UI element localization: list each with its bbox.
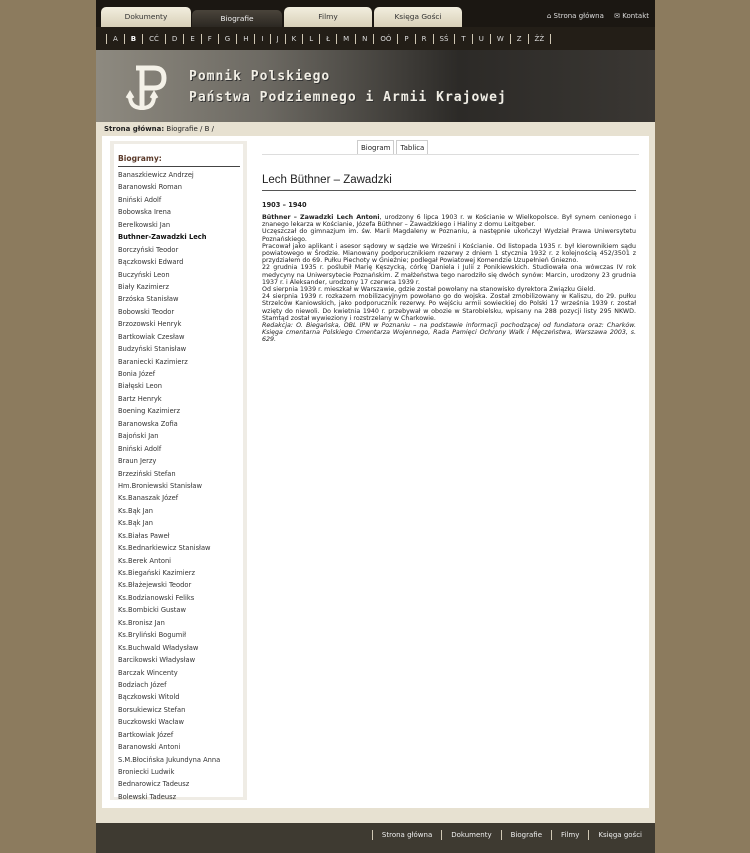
home-icon: ⌂ [546,12,552,20]
envelope-icon: ✉ [614,12,620,20]
biography-list-item[interactable]: Ks.Bednarkiewicz Stanisław [118,544,211,553]
life-dates: 1903 – 1940 [262,201,307,209]
biography-list-item[interactable]: Budzyński Stanisław [118,345,187,354]
bio-paragraph: Od sierpnia 1939 r. mieszkał w Warszawie, gdzie został powołany na stanowisko dyrektora Związku Gield. [262,286,596,294]
top-links [539,12,649,20]
bio-name: Büthner – Zawadzki Lech Antoni [262,214,380,221]
footer [96,823,655,853]
tab-tablica[interactable]: Tablica [396,140,428,155]
breadcrumb [104,125,214,133]
alphabet-letter[interactable]: N [355,34,373,44]
biography-list-item[interactable]: Broniecki Ludwik [118,768,175,776]
footer-link[interactable]: Biografie [501,830,551,840]
biography-list-item[interactable]: Barcikowski Władysław [118,656,196,665]
biography-list-item[interactable]: Borczyński Teodor [118,245,179,254]
home-link[interactable]: ⌂ Strona główna [546,12,604,20]
alphabet-letter[interactable]: ŹŻ [528,34,551,44]
biography-list-item[interactable]: Bniński Adolf [118,195,162,204]
biography-list-item[interactable]: Bednarowicz Tadeusz [118,780,190,789]
alphabet-letter[interactable]: R [415,34,433,44]
footer-link[interactable]: Filmy [551,830,588,840]
page-title: Lech Büthner – Zawadzki [262,174,392,186]
biography-text [262,214,636,344]
biography-list-item[interactable]: Ks.Bryliński Bogumił [118,631,187,640]
bio-paragraph: 24 sierpnia 1939 r. rozkazem mobilizacyjnym powołano go do wojska. Został zmobilizowany w Kaliszu, do 29. pułku Strzelców Kaniowskich, jako podporucznik rezerwy. Po wejściu armii sowieckiej do Polski 17 września 1939 r. został wzięty do niewoli. Do kwietnia 1940 r. przebywał w obozie w Starobielsku, wpisany na 288 pozycji listy 295 NKWD. Stamtąd został wywieziony i rozstrzelany w Charkowie. [262,293,636,322]
bio-paragraph: 22 grudnia 1935 r. poślubił Marię Kęszycką, córkę Daniela i Julii z Ponikiewskich. Studiowała ona wówczas IV rok medycyny na Uniwersytecie Poznańskim. Z małżeństwa tego narodziło się dwóch synów: Marcin, urodzony 23 grudnia 1937 r. i Aleksander, urodzony 17 czerwca 1939 r. [262,264,636,286]
biography-list-item[interactable]: Ks.Błażejewski Teodor [118,581,192,590]
tabs-divider [262,154,639,155]
alphabet-letter[interactable]: OÓ [373,34,397,44]
biography-list-item[interactable]: Ks.Buchwald Władysław [118,643,199,652]
footer-links [372,830,651,840]
biography-list-item[interactable]: Baranowski Antoni [118,743,181,752]
biography-list-item[interactable]: Ks.Bronisz Jan [118,618,165,627]
biography-list-item[interactable]: Brzozowski Henryk [118,320,182,329]
biography-list-item[interactable]: Bączkowski Edward [118,258,184,267]
biography-list-item[interactable]: Ks.Bąk Jan [118,519,153,528]
biography-list-item[interactable]: Baraniecki Kazimierz [118,357,188,366]
biography-list-item[interactable]: Bartkowiak Czesław [118,332,185,341]
bio-paragraph: Pracował jako aplikant i asesor sądowy w sądzie we Wrześni i Kościanie. Od listopada 1935 r. był kierownikiem sądu powiatowego w Środzie. Mianowany podporucznikiem rezerwy z dniem 1 stycznia 1932 r. z kolejnością 452/3501 z przydziałem do 69. Pułku Piechoty w Gnieźnie; podlegał Powiatowej Komendzie Uzupełnień Gniezno. [262,242,636,265]
alphabet-letter[interactable]: L [302,34,319,44]
biography-list-item[interactable]: Ks.Bąk Jan [118,506,153,515]
biography-list-item[interactable]: Białęski Leon [118,382,162,391]
biography-list-item[interactable]: Bajoński Jan [118,432,159,441]
biography-list-item[interactable]: Ks.Bodzianowski Feliks [118,593,195,602]
biography-list-item[interactable]: Ks.Banaszak Józef [118,494,179,503]
biography-list-item[interactable]: S.M.Błocińska Jukundyna Anna [118,755,221,764]
tab-biografie[interactable]: Biografie [192,10,282,27]
alphabet-letter[interactable]: G [218,34,236,44]
biography-list-item[interactable]: Banaszkiewicz Andrzej [118,171,194,179]
breadcrumb-path[interactable]: Biografie / B / [164,125,214,133]
biography-list-item[interactable]: Baranowska Zofia [118,419,178,428]
sidebar-panel [114,144,243,801]
header-banner [96,50,655,122]
biography-list-item[interactable]: Berelkowski Jan [118,220,171,229]
title-divider [262,190,636,191]
biography-list-item[interactable]: Boening Kazimierz [118,407,180,416]
alphabet-letter[interactable]: SŚ [433,34,455,44]
alphabet-letter[interactable]: T [454,34,471,44]
banner-title-line2: Państwa Podziemnego i Armii Krajowej [189,90,507,105]
biography-list-item[interactable]: Buczkowski Wacław [118,718,184,727]
biography-list-item[interactable]: Borsukiewicz Stefan [118,705,186,714]
footer-link[interactable]: Księga gości [588,830,651,840]
biography-list-item[interactable]: Ks.Berek Antoni [118,556,172,565]
alphabet-letter[interactable]: P [397,34,414,44]
biography-list-item[interactable]: Buczyński Leon [118,270,170,279]
alphabet-bar [96,27,655,50]
content-tabs [357,140,430,154]
biography-list-item[interactable]: Bonia Józef [118,370,156,378]
top-navigation [96,0,655,27]
alphabet-letter[interactable]: W [490,34,510,44]
alphabet-letter[interactable]: I [254,34,269,44]
biography-list-item[interactable]: Ks.Białas Paweł [118,531,170,540]
alphabet-letter[interactable]: E [183,34,200,44]
alphabet-letter[interactable]: F [201,34,218,44]
tab-dokumenty[interactable]: Dokumenty [101,7,191,27]
alphabet-letter[interactable]: H [236,34,254,44]
alphabet-letter[interactable]: A [106,34,124,44]
biography-list-item[interactable]: Bniński Adolf [118,444,162,453]
alphabet-letter[interactable]: K [285,34,303,44]
alphabet-letter[interactable]: U [472,34,490,44]
bio-paragraph: Uczęszczał do gimnazjum im. św. Marii Magdaleny w Poznaniu, a następnie ukończył Wydział Prawa Uniwersytetu Poznańskiego. [262,228,636,243]
page-wrapper [96,0,655,853]
alphabet-letter[interactable]: Z [510,34,528,44]
alphabet-letter[interactable]: D [165,34,183,44]
alphabet-divider [550,34,551,44]
biography-list-item[interactable]: Barczak Wincenty [118,668,178,677]
tab-filmy[interactable]: Filmy [284,7,372,27]
biography-list-item[interactable]: Hm.Broniewski Stanisław [118,481,202,490]
biography-list-item[interactable]: Bączkowski Witold [118,693,180,702]
alphabet-letter[interactable]: Ł [319,34,336,44]
biography-list-item[interactable]: Bodziach Józef [118,680,167,689]
biography-list-item[interactable]: Brzóska Stanisław [118,295,179,304]
sidebar-divider [118,166,240,167]
sidebar-title: Biogramy: [118,154,162,163]
alphabet-letter[interactable]: M [336,34,355,44]
footer-link[interactable]: Strona główna [372,830,441,840]
alphabet-letter[interactable]: CĆ [142,34,165,44]
biography-list-item[interactable]: Bartz Henryk [118,394,162,403]
biography-list-item[interactable]: Bobowski Teodor [118,307,175,316]
biography-sidebar [110,141,247,800]
biography-list-item[interactable]: Ks.Bombicki Gustaw [118,606,186,615]
bio-paragraph: Büthner – Zawadzki Lech Antoni, urodzony 6 lipca 1903 r. w Kościanie w Wielkopolsce. Był synem cenionego i znanego lekarza w Kościanie, Józefa Büthner – Zawadzkiego i Haliny z domu Leitgeber. [262,214,636,229]
biography-list-item[interactable]: Brzeziński Stefan [118,469,176,478]
breadcrumb-home[interactable]: Strona główna: [104,125,165,133]
tab-biogram[interactable]: Biogram [357,140,394,155]
banner-title-line1: Pomnik Polskiego [189,69,331,84]
alphabet-list [106,34,551,44]
biography-list-item[interactable]: Bolewski Tadeusz [118,792,177,801]
biography-list-item[interactable]: Biały Kazimierz [118,282,170,291]
content-area [102,136,649,808]
footer-link[interactable]: Dokumenty [441,830,500,840]
biography-list-item[interactable]: Buthner-Zawadzki Lech [118,233,207,242]
biography-list-item[interactable]: Bartkowiak Józef [118,730,174,739]
biography-list-item[interactable]: Bobowska Irena [118,208,171,217]
tab-ksiega-gosci[interactable]: Księga Gości [374,7,462,27]
biography-list [118,169,220,803]
alphabet-letter[interactable]: B [124,34,142,44]
contact-link[interactable]: ✉ Kontakt [614,12,649,20]
kotwica-logo-icon [124,60,174,114]
bio-source: Redakcja: O. Biegańska, OBL IPN w Poznaniu – na podstawie informacji pochodzącej od fundatora oraz: Charków. Księga cmentarna Polskiego Cmentarza Wojennego, Rada Pamięci Ochrony Walk i Męczeństwa, Warszawa 2003, s. 629. [262,322,636,344]
biography-list-item[interactable]: Baranowski Roman [118,183,182,192]
biography-list-item[interactable]: Braun Jerzy [118,457,157,466]
alphabet-letter[interactable]: J [270,34,285,44]
biography-list-item[interactable]: Ks.Biegański Kazimierz [118,569,195,577]
